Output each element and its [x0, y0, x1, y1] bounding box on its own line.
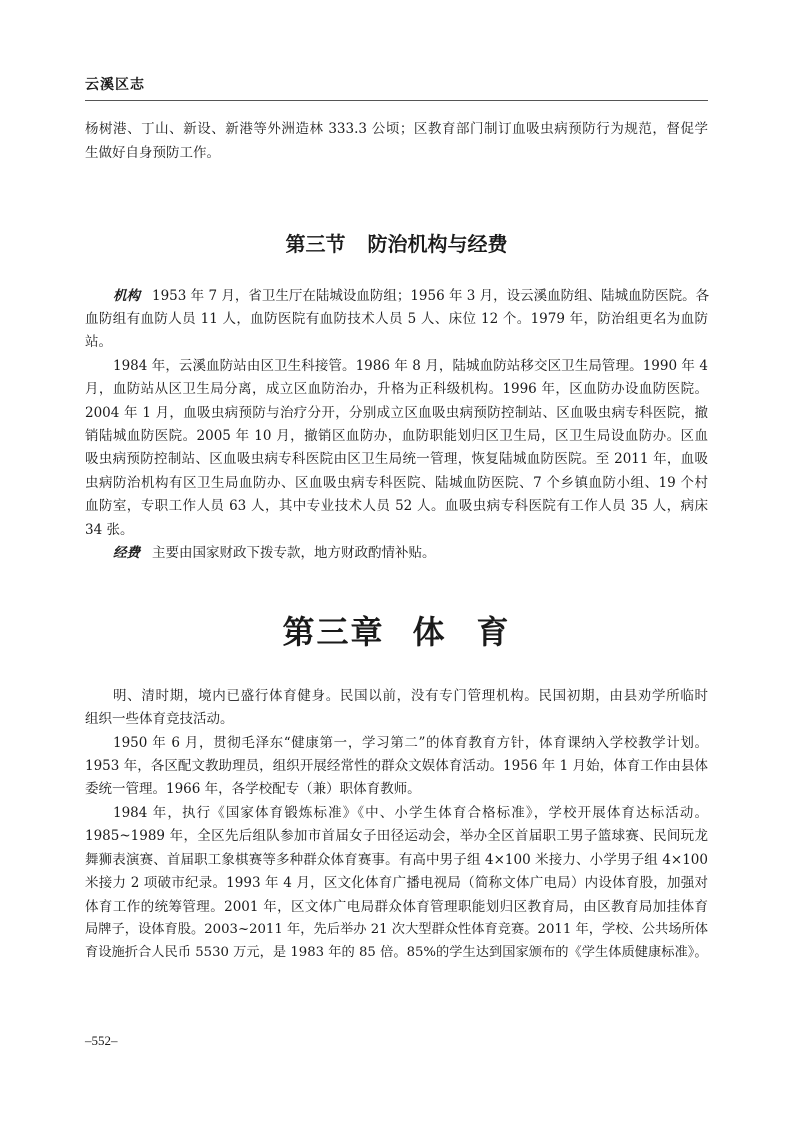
- paragraph-term: 机构: [113, 288, 140, 304]
- body-line: 血防室，专职工作人员 63 人，其中专业技术人员 52 人。血吸虫病专科医院有工作人员 35 人，病床: [85, 498, 708, 514]
- section-title: [0, 228, 793, 257]
- running-head: 云溪区志: [85, 77, 145, 93]
- body-line: 委统一管理。1966 年，各学校配专（兼）职体育教师。: [85, 781, 421, 797]
- body-line: 2004 年 1 月，血吸虫病预防与治疗分开，分别成立区血吸虫病预防控制站、区血吸虫病专科医院，撤: [85, 405, 708, 421]
- body-line: 舞狮表演赛、首届职工象棋赛等多种群众体育赛事。有高中男子组 4×100 米接力、小学男子组 4×100: [85, 852, 708, 868]
- body-line: 体育工作的统筹管理。2001 年，区文体广电局群众体育管理职能划归区教育局，由区教育局加挂体育: [85, 899, 708, 915]
- body-text: 1953 年 7 月，省卫生厅在陆城设血防组；1956 年 3 月，设云溪血防组、陆城血防医院。各: [152, 288, 710, 304]
- body-line: 米接力 2 项破市纪录。1993 年 4 月，区文化体育广播电视局（简称文体广电局）内设体育股，加强对: [85, 875, 708, 891]
- body-line: 1985~1989 年，全区先后组队参加市首届女子田径运动会，举办全区首届职工男子篮球赛、民间玩龙: [85, 828, 708, 844]
- body-line: 1984 年，云溪血防站由区卫生科接管。1986 年 8 月，陆城血防站移交区卫生局管理。1990 年 4: [113, 358, 708, 374]
- body-line: [113, 287, 708, 305]
- body-line: 月，血防站从区卫生局分离，成立区血防治办，升格为正科级机构。1996 年，区血防办设血防医院。: [85, 381, 708, 397]
- body-line: 站。: [85, 334, 112, 350]
- body-line: 吸虫病预防控制站、区血吸虫病专科医院由区卫生局统一管理，恢复陆城血防医院。至 2011 年，血吸: [85, 451, 708, 467]
- body-line: 34 张。: [85, 522, 134, 538]
- body-line: 销陆城血防医院。2005 年 10 月，撤销区血防办，血防职能划归区卫生局，区卫生局设血防办。区血: [85, 428, 708, 444]
- body-line: 1984 年，执行《国家体育锻炼标准》《中、小学生体育合格标准》，学校开展体育达标活动。: [113, 805, 708, 821]
- header-rule: [85, 100, 708, 101]
- body-line: 局牌子，设体育股。2003~2011 年，先后举办 21 次大型群众性体育竞赛。2011 年，学校、公共场所体: [85, 922, 708, 937]
- body-line: 生做好自身预防工作。: [85, 145, 220, 161]
- chapter-title: [0, 607, 793, 653]
- body-text: 主要由国家财政下拨专款，地方财政酌情补贴。: [152, 545, 436, 561]
- body-line: [113, 544, 708, 562]
- body-line: 杨树港、丁山、新设、新港等外洲造林 333.3 公顷；区教育部门制订血吸虫病预防行为规范，督促学: [85, 121, 708, 137]
- chapter-title-char: 育: [476, 613, 511, 651]
- chapter-number: 第三章: [282, 613, 385, 651]
- body-line: 育设施折合人民币 5530 万元，是 1983 年的 85 倍。85%的学生达到国家颁布的《学生体质健康标准》。: [85, 945, 708, 960]
- paragraph-term: 经费: [113, 545, 140, 561]
- page-number: –552–: [85, 1033, 118, 1048]
- body-line: 1950 年 6 月，贯彻毛泽东“健康第一，学习第二”的体育教育方针，体育课纳入学校教学计划。: [113, 735, 708, 751]
- body-line: 组织一些体育竞技活动。: [85, 711, 234, 727]
- body-line: 血防组有血防人员 11 人，血防医院有血防技术人员 5 人、床位 12 个。1979 年，防治组更名为血防: [85, 311, 708, 327]
- body-line: 明、清时期，境内已盛行体育健身。民国以前，没有专门管理机构。民国初期，由县劝学所临时: [113, 688, 708, 704]
- section-number: 第三节: [285, 232, 346, 256]
- section-heading: 防治机构与经费: [367, 232, 508, 256]
- body-line: 1953 年，各区配文教助理员，组织开展经常性的群众文娱体育活动。1956 年 1 月始，体育工作由县体: [85, 758, 708, 774]
- chapter-title-char: 体: [412, 613, 447, 651]
- body-line: 虫病防治机构有区卫生局血防办、区血吸虫病专科医院、陆城血防医院、7 个乡镇血防小组、19 个村: [85, 475, 708, 491]
